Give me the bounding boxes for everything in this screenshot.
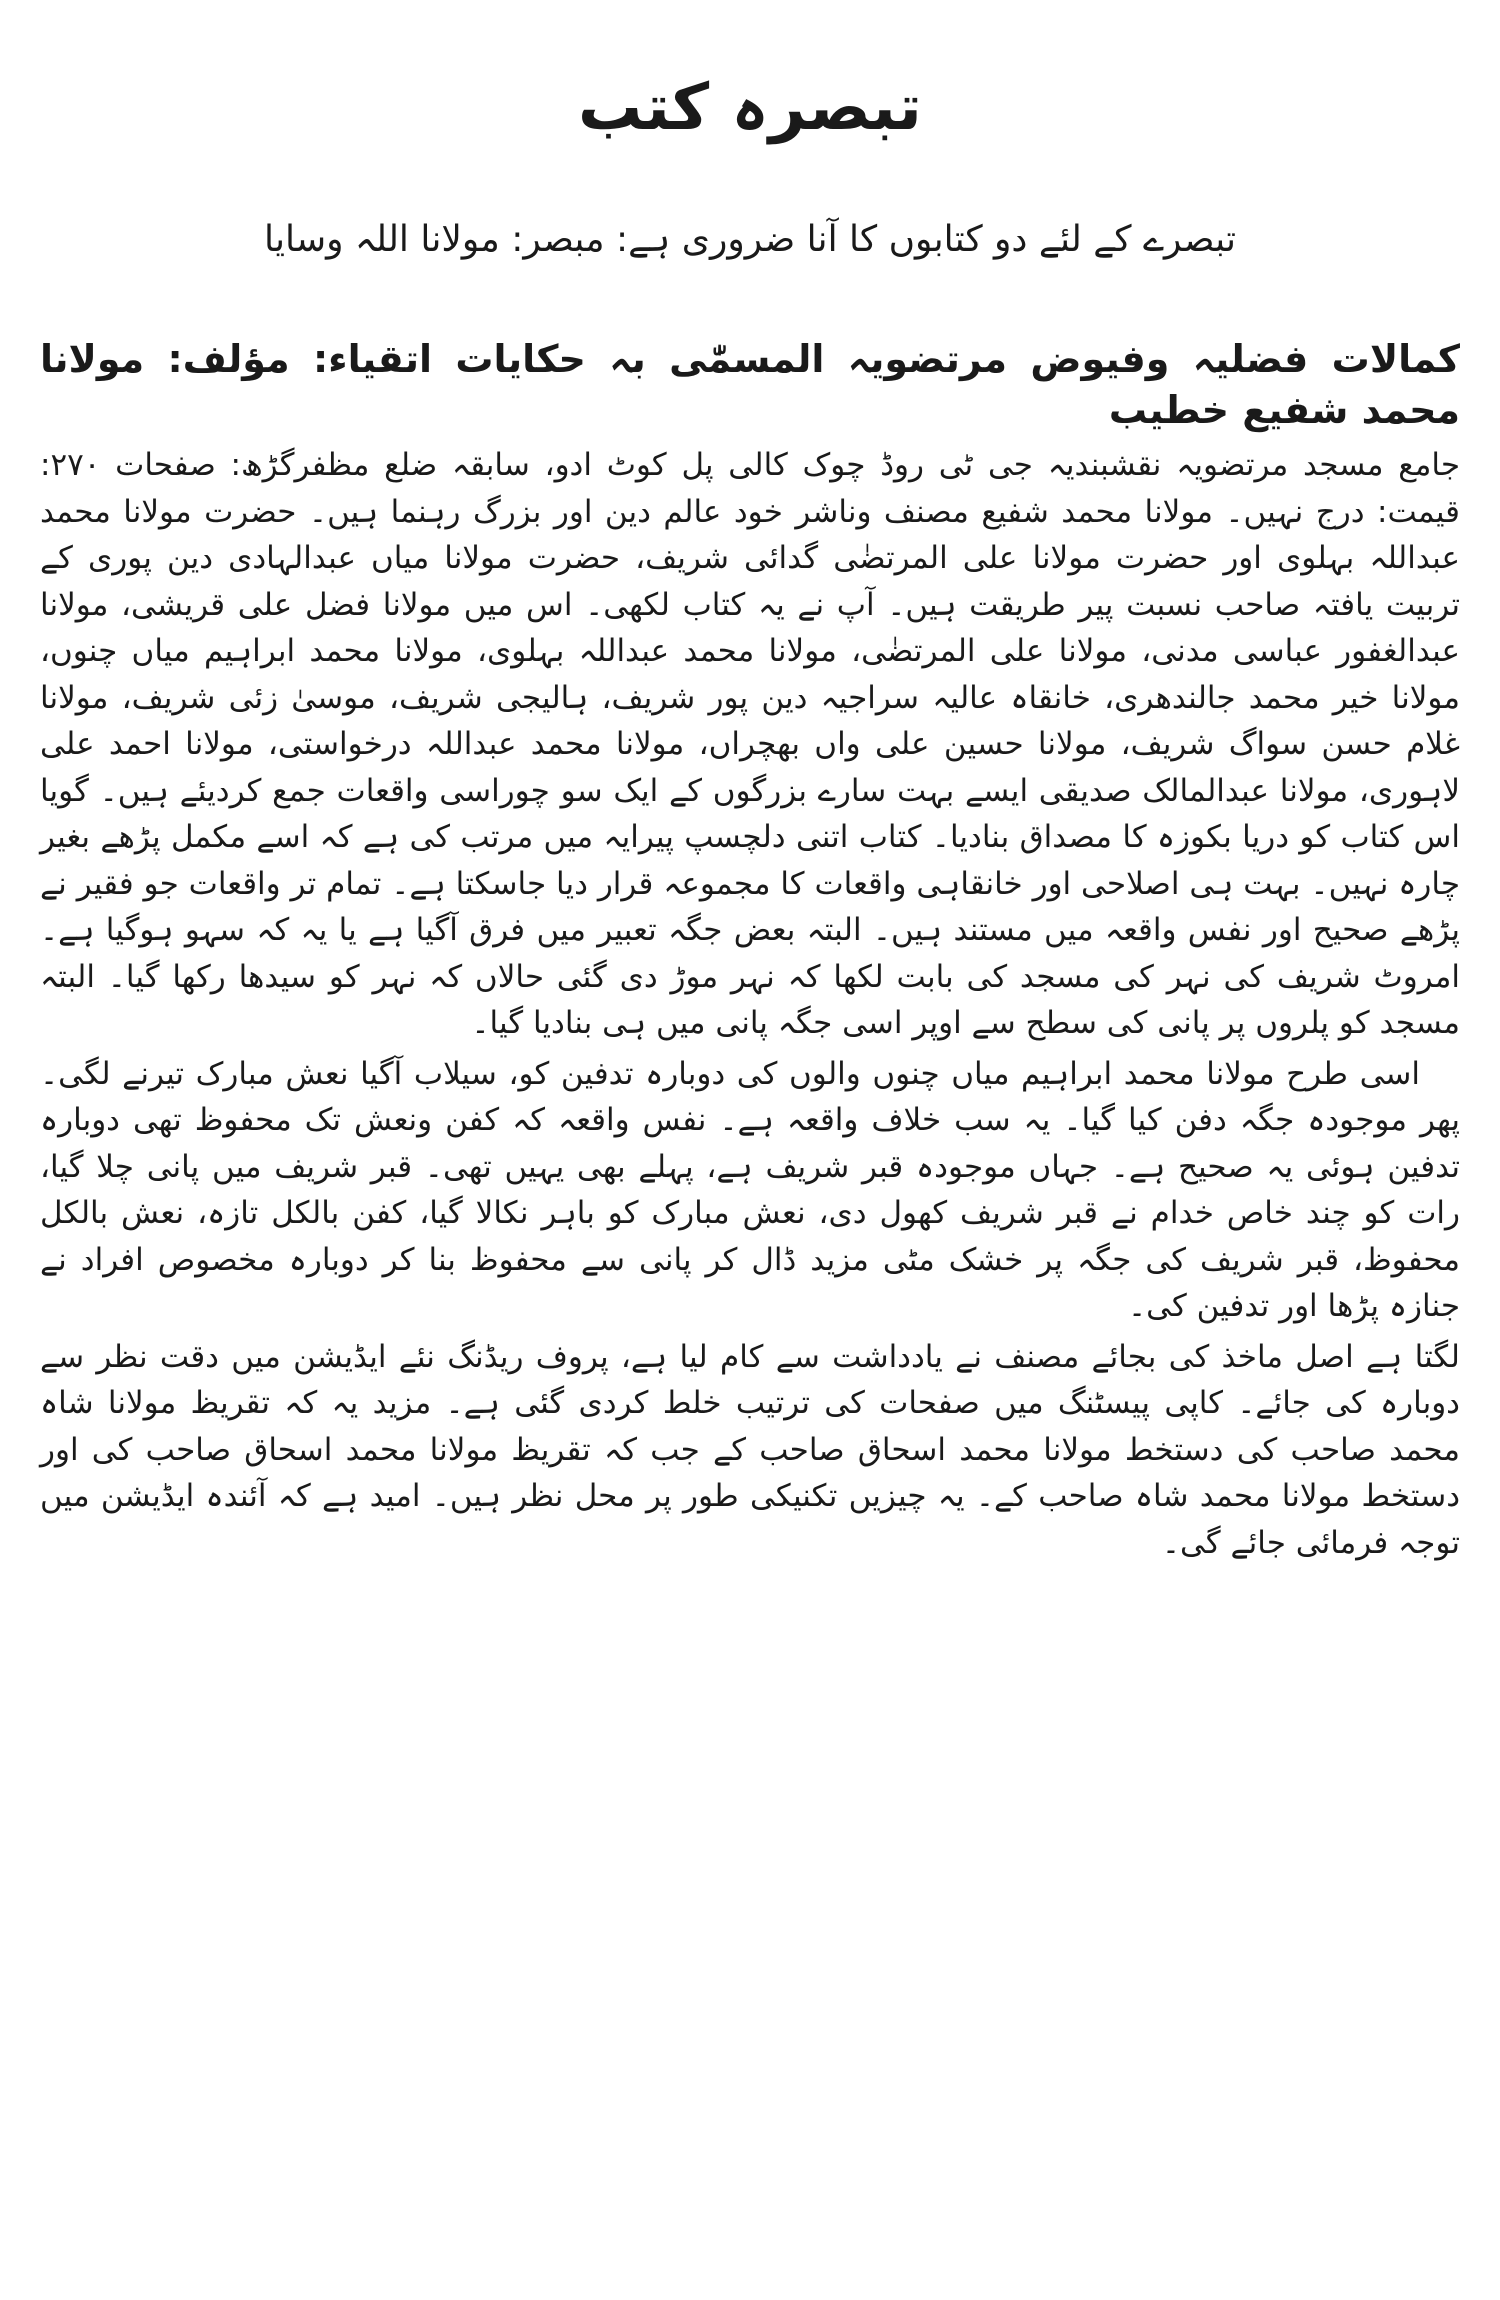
page-title: تبصرہ کتب [578, 71, 922, 145]
review-paragraph-1: جامع مسجد مرتضویہ نقشبندیہ جی ٹی روڈ چوک کالی پل کوٹ ادو، سابقہ ضلع مظفرگڑھ: صفحات ۲۷۰: قیمت: درج نہیں۔ مولانا محمد شفیع مصنف وناشر خود عالم دین اور بزرگ رہنما ہیں۔ حضرت مولانا محمد عبداللہ بہلوی اور حضرت مولانا علی المرتضٰی گدائی شریف، حضرت مولانا میاں عبدالہادی دین پوری کے تربیت یافتہ صاحب نسبت پیر طریقت ہیں۔ آپ نے یہ کتاب لکھی۔ اس میں مولانا فضل علی قریشی، مولانا عبدالغفور عباسی مدنی، مولانا علی المرتضٰی، مولانا محمد عبداللہ بہلوی، مولانا محمد ابراہیم میاں چنوں، مولانا خیر محمد جالندھری، خانقاہ عالیہ سراجیہ دین پور شریف، ہالیجی شریف، موسیٰ زئی شریف، مولانا غلام حسن سواگ شریف، مولانا حسین علی واں بھچراں، مولانا محمد عبداللہ درخواستی، مولانا احمد علی لاہوری، مولانا عبدالمالک صدیقی ایسے بہت سارے بزرگوں کے ایک سو چوراسی واقعات جمع کردیئے ہیں۔ گویا اس کتاب کو دریا بکوزہ کا مصداق بنادیا۔ کتاب اتنی دلچسپ پیرایہ میں مرتب کی ہے کہ اسے مکمل پڑھے بغیر چارہ نہیں۔ بہت ہی اصلاحی اور خانقاہی واقعات کا مجموعہ قرار دیا جاسکتا ہے۔ تمام تر واقعات جو فقیر نے پڑھے صحیح اور نفس واقعہ میں مستند ہیں۔ البتہ بعض جگہ تعبیر میں فرق آگیا ہے یا یہ کہ سہو ہوگیا ہے۔ امروٹ شریف کی نہر کی مسجد کی بابت لکھا کہ نہر موڑ دی گئی حالاں کہ نہر کو سیدھا رکھا گیا۔ البتہ مسجد کو پلروں پر پانی کی سطح سے اوپر اسی جگہ پانی میں ہی بنادیا گیا۔ [40, 447, 1460, 1042]
review-paragraph-3: لگتا ہے اصل ماخذ کی بجائے مصنف نے یادداشت سے کام لیا ہے، پروف ریڈنگ نئے ایڈیشن میں دقت نظر سے دوبارہ کی جائے۔ کاپی پیسٹنگ میں صفحات کی ترتیب خلط کردی گئی ہے۔ مزید یہ کہ تقریظ مولانا شاہ محمد صاحب کی دستخط مولانا محمد اسحاق صاحب کے جب کہ تقریظ مولانا محمد اسحاق صاحب کی اور دستخط مولانا محمد شاہ صاحب کے۔ یہ چیزیں تکنیکی طور پر محل نظر ہیں۔ امید ہے کہ آئندہ ایڈیشن میں توجہ فرمائی جائے گی۔ [40, 1338, 1460, 1561]
reviewer-note: تبصرے کے لئے دو کتابوں کا آنا ضروری ہے: مبصر: مولانا اللہ وسایا [263, 218, 1237, 260]
book-heading: کمالات فضلیہ وفیوض مرتضویہ المسمّٰی بہ حکایات اتقیاء: مؤلف: مولانا محمد شفیع خطیب [40, 336, 1460, 432]
review-page [40, 60, 1460, 2260]
review-paragraph-2: اسی طرح مولانا محمد ابراہیم میاں چنوں والوں کی دوبارہ تدفین کو، سیلاب آگیا نعش مبارک تیرنے لگی۔ پھر موجودہ جگہ دفن کیا گیا۔ یہ سب خلاف واقعہ ہے۔ نفس واقعہ کہ کفن ونعش تک محفوظ تھی دوبارہ تدفین ہوئی یہ صحیح ہے۔ جہاں موجودہ قبر شریف ہے، پہلے بھی یہیں تھی۔ قبر شریف میں پانی چلا گیا، رات کو چند خاص خدام نے قبر شریف کھول دی، نعش مبارک کو باہر نکالا گیا، کفن بالکل تازہ، نعش بالکل محفوظ، قبر شریف کی جگہ پر خشک مٹی مزید ڈال کر پانی سے محفوظ بنا کر دوبارہ مخصوص افراد نے جنازہ پڑھا اور تدفین کی۔ [40, 1055, 1460, 1325]
